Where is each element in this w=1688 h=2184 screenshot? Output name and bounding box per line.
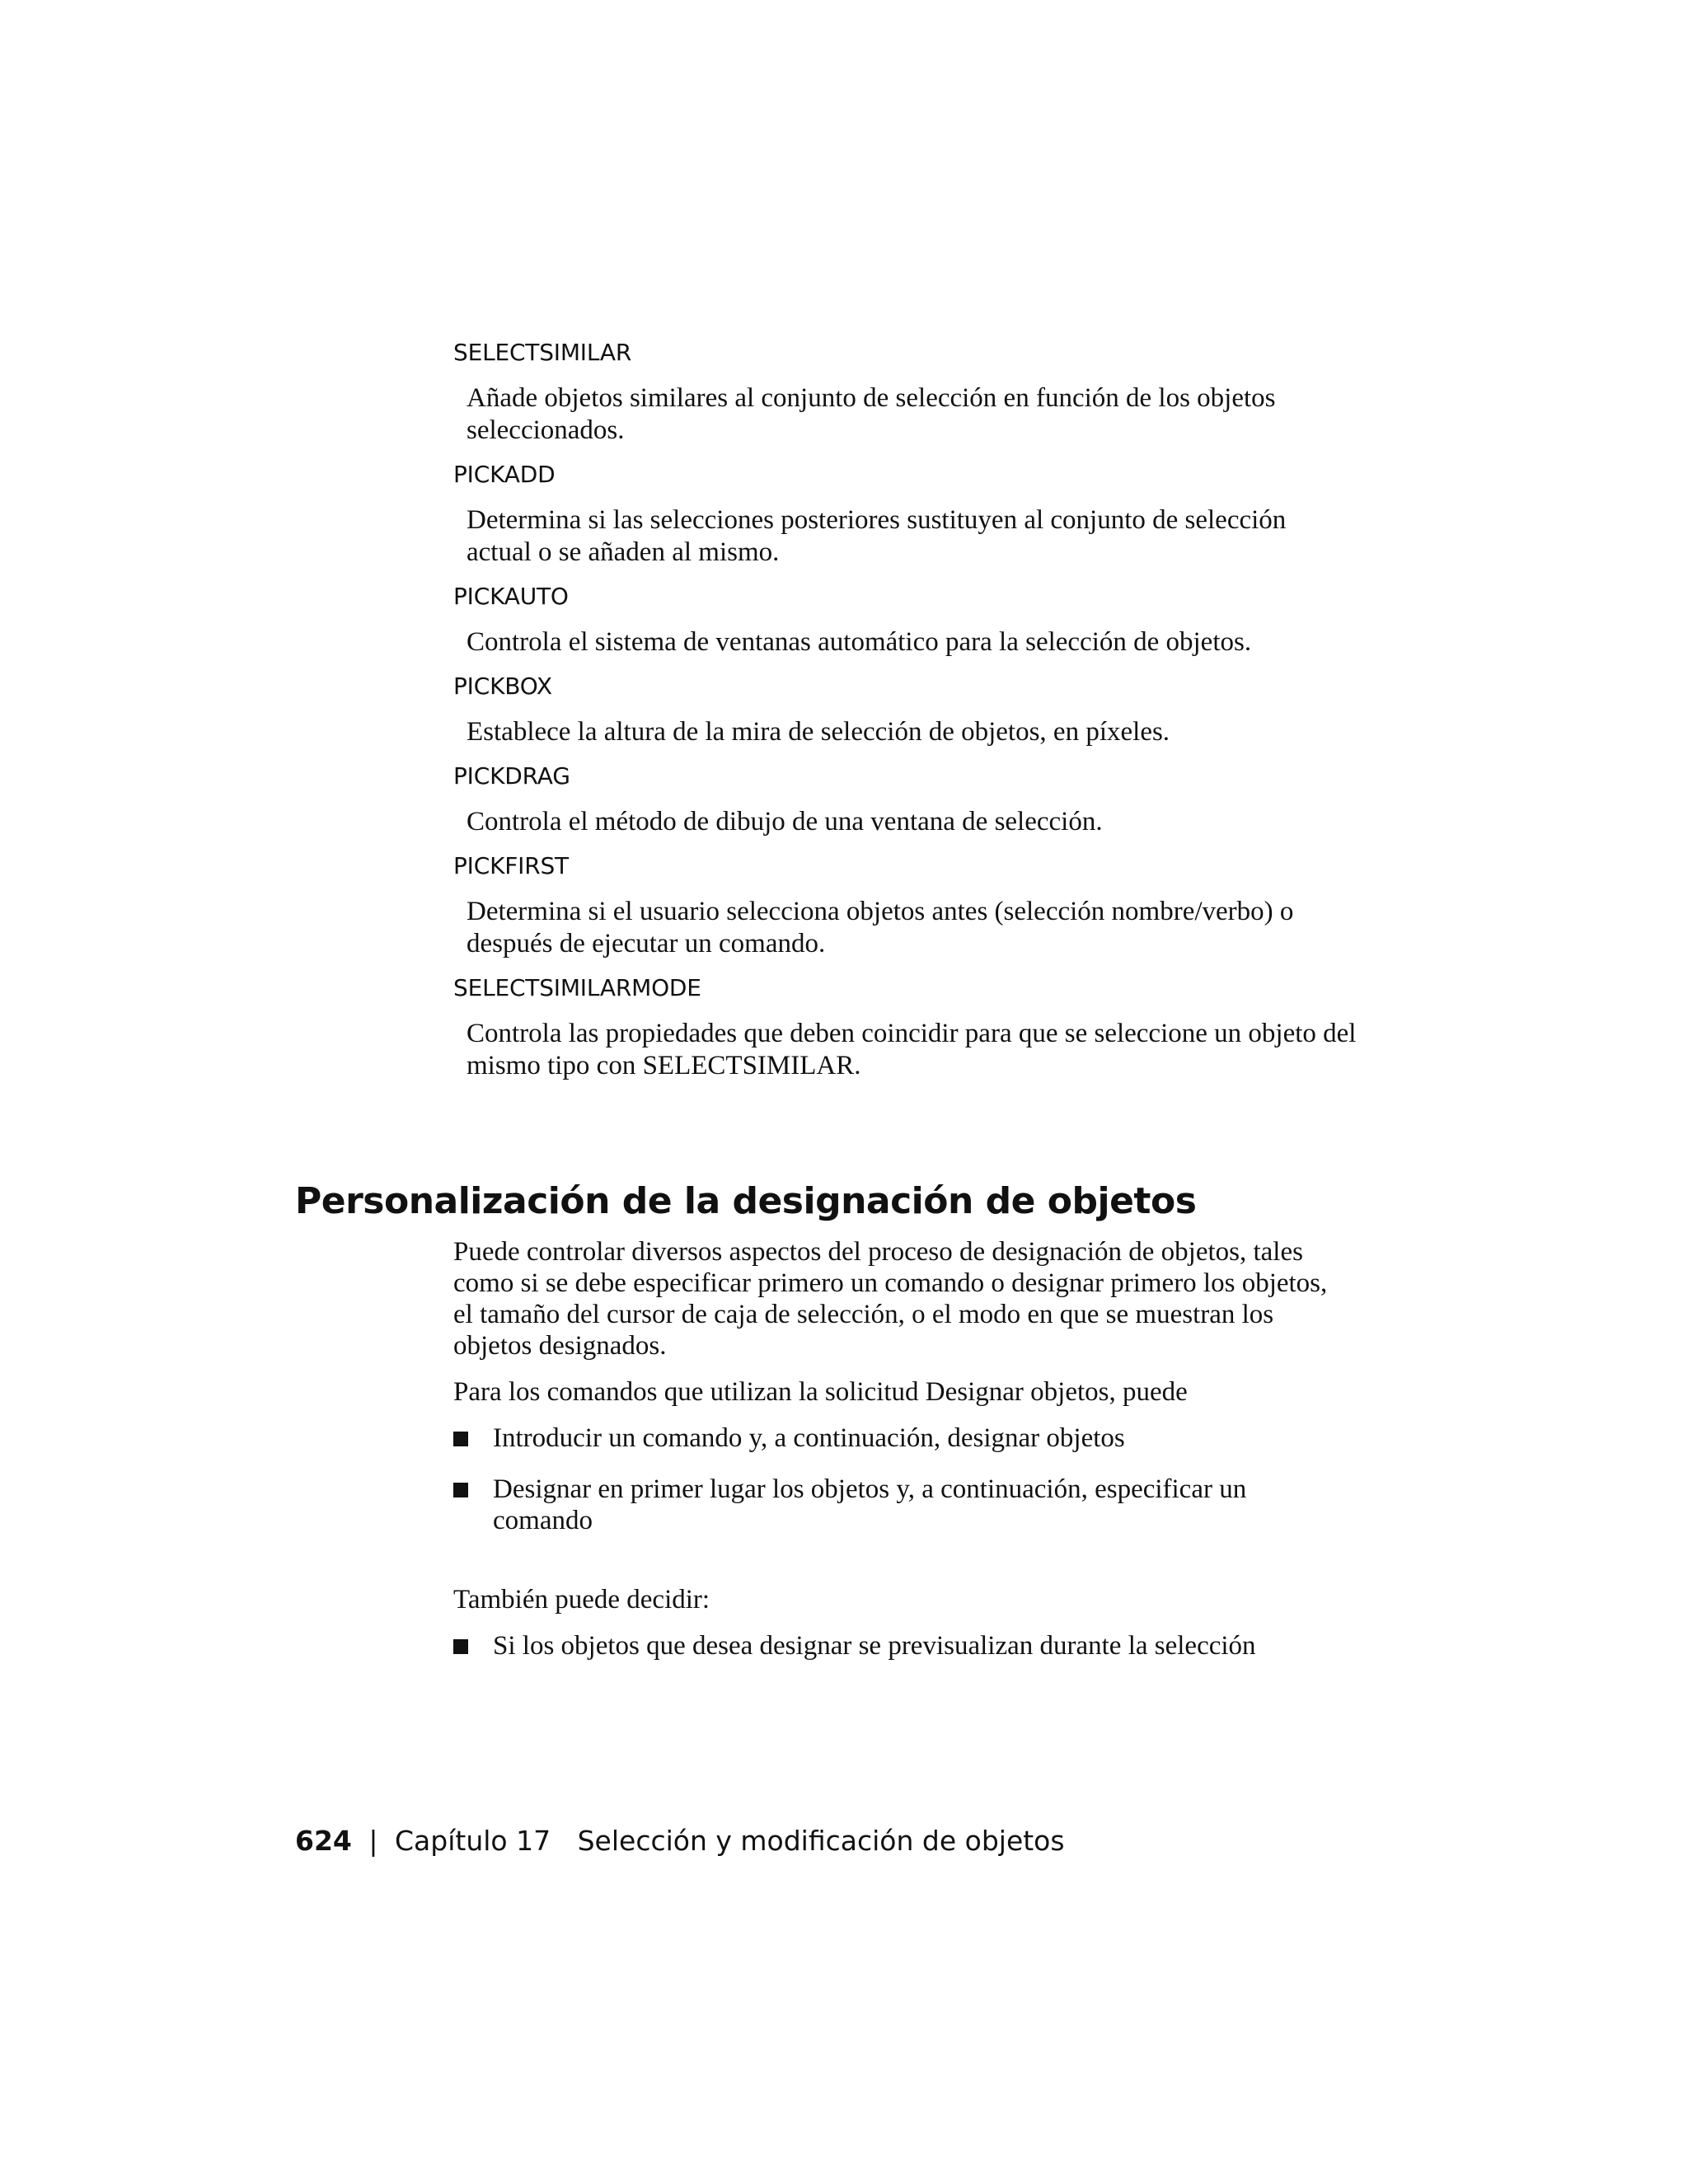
lead-paragraph: Para los comandos que utilizan la solicitud Designar objetos, puede xyxy=(453,1377,1188,1407)
list-item xyxy=(453,1474,1343,1536)
definition-description: Determina si el usuario selecciona objetos antes (selección nombre/verbo) o después de ejecutar un comando. xyxy=(467,897,1294,958)
bullet-list xyxy=(453,1422,1343,1536)
definition-description: Controla el sistema de ventanas automático para la selección de objetos. xyxy=(467,627,1252,657)
definition-description: Determina si las selecciones posteriores sustituyen al conjunto de selección actual o se añaden al mismo. xyxy=(467,505,1287,567)
list-item-text: Introducir un comando y, a continuación, designar objetos xyxy=(493,1423,1125,1453)
spacer xyxy=(453,1556,1343,1584)
list-item xyxy=(453,1630,1343,1661)
square-bullet-icon xyxy=(453,1483,468,1497)
chapter-label: Capítulo 17 xyxy=(395,1825,551,1857)
section-heading: Personalización de la designación de objetos xyxy=(295,1180,1197,1222)
square-bullet-icon xyxy=(453,1432,468,1446)
definition-description: Controla las propiedades que deben coincidir para que se seleccione un objeto del mismo tipo con SELECTSIMILAR. xyxy=(467,1019,1357,1080)
definition-term: PICKFIRST xyxy=(453,852,569,879)
intro-paragraph: Puede controlar diversos aspectos del proceso de designación de objetos, tales como si se debe especificar primero un comando o designar primero los objetos, el tamaño del cursor de caja de selección, o el modo en que se muestran los objetos designados. xyxy=(453,1237,1328,1361)
definition-description: Controla el método de dibujo de una ventana de selección. xyxy=(467,807,1103,837)
definition-term: PICKADD xyxy=(453,461,556,488)
page-footer xyxy=(295,1825,1065,1858)
list-item-text: Si los objetos que desea designar se previsualizan durante la selección xyxy=(493,1631,1256,1661)
lead-paragraph-2: También puede decidir: xyxy=(453,1585,710,1615)
list-item xyxy=(453,1422,1343,1454)
definition-description: Añade objetos similares al conjunto de selección en función de los objetos seleccionados. xyxy=(467,383,1276,445)
definition-term: SELECTSIMILAR xyxy=(453,339,632,366)
section-body xyxy=(453,1236,1343,1681)
list-item-text: Designar en primer lugar los objetos y, a continuación, especificar un comando xyxy=(493,1474,1247,1535)
page-number: 624 xyxy=(295,1825,352,1857)
chapter-title: Selección y modificación de objetos xyxy=(577,1825,1065,1857)
bullet-list-2 xyxy=(453,1630,1343,1661)
definition-term: PICKAUTO xyxy=(453,583,569,610)
definition-term: PICKDRAG xyxy=(453,762,570,790)
footer-separator: | xyxy=(368,1825,378,1857)
definition-term: PICKBOX xyxy=(453,673,552,700)
definition-term: SELECTSIMILARMODE xyxy=(453,974,701,1001)
definition-list xyxy=(453,338,1360,1095)
definition-description: Establece la altura de la mira de selección de objetos, en píxeles. xyxy=(467,717,1170,747)
square-bullet-icon xyxy=(453,1639,468,1654)
